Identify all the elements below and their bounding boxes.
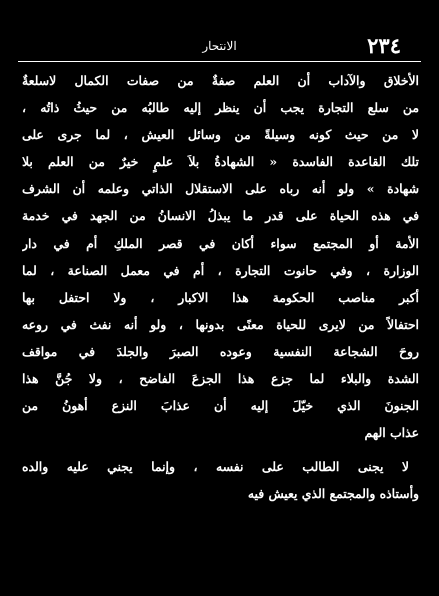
page-header — [22, 34, 417, 58]
text-line: من سلع التجارة يجب أن ينظر إليه طالبُه من حيثُ ذاتُه ، — [22, 100, 419, 116]
text-line: تلك القاعدة الفاسدة « الشهادةُ بلاَ علمٍ خيرٌ من العلم بلا — [22, 154, 419, 170]
text-line: روحَ الشجاعة النفسية وعوده الصبرَ والجلدَ في مواقف — [22, 343, 419, 359]
paragraph — [22, 453, 419, 507]
text-line: عذاب الهم — [364, 425, 419, 441]
text-line: الأمة أو المجتمع سواء أكان في قصر الملكِ أم في دار — [22, 235, 419, 251]
text-line: الجنونَ الذي خيّلَ إليه أن عذابَ النزع أهونُ من — [22, 398, 419, 414]
text-line: الوزارة ، وفي حانوت التجارة ، أم في معمل الصناعة ، لما — [22, 262, 419, 278]
running-title: الانتحار — [202, 39, 237, 53]
text-line: لا يجنى الطالب على نفسه ، وإنما يجني عليه والده — [22, 459, 409, 475]
text-line: وأستاذه والمجتمع الذي يعيش فيه — [247, 486, 419, 502]
text-line: شهادة » ولو أنه رباه على الاستقلال الذاتي وعلمه أن الشرف — [22, 181, 419, 197]
paragraph — [22, 67, 419, 446]
text-line: احتفالاً من لايرى للحياة معنًى بدونها ، ولو أنه نفث في روعه — [22, 316, 419, 332]
text-line: الشدة والبلاء لما جزع هذا الجزعَ الفاضح ، ولا جُنَّ هذا — [22, 371, 419, 387]
text-line: لا من حيث كونه وسيلةً من وسائل العيش ، لما جرى على — [22, 127, 419, 143]
page-number: ٢٣٤ — [367, 33, 401, 58]
text-line: الأخلاق والآداب أن العلم صفةٌ من صفات الكمال لاسلعةٌ — [22, 73, 419, 88]
header-rule — [18, 61, 421, 62]
text-line: في هذه الحياة على قدر ما يبذلُ الانسانُ من الجهد في خدمة — [22, 208, 419, 224]
body-text — [22, 67, 419, 508]
paragraph-gap — [22, 446, 419, 453]
text-line: أكبر مناصب الحكومة هذا الاكبار ، ولا احتفل بها — [22, 289, 419, 305]
